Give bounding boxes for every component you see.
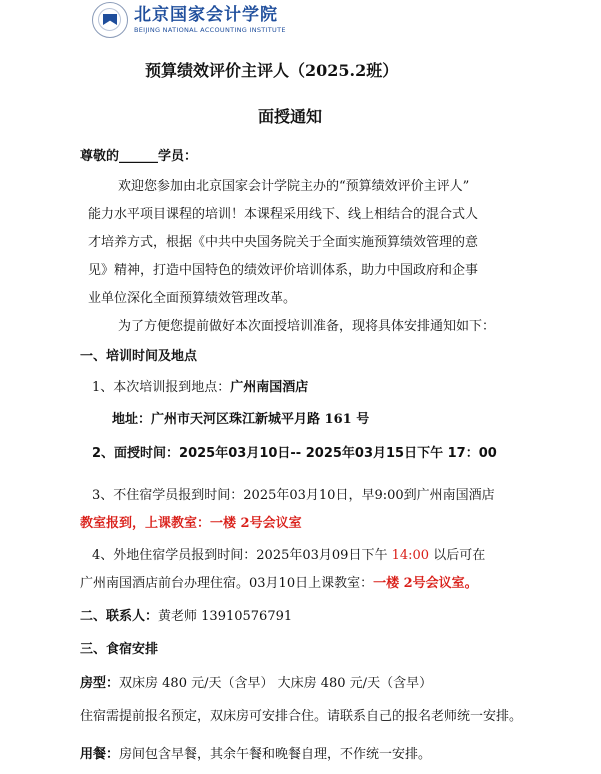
section2-heading: 二、联系人： [80,609,159,624]
section1-item4-line1: 4、外地住宿学员报到时间：2025年03月09日下午 14:00 以后可在 [92,548,486,563]
item1-label: 1、本次培训报到地点： [92,380,231,395]
intro-line-6: 为了方便您提前做好本次面授培训准备，现将具体安排通知如下： [118,319,496,334]
room-value: 双床房 480 元/天（含早） 大床房 480 元/天（含早） [119,676,433,691]
intro-line-2: 能力水平项目课程的培训！本课程采用线下、线上相结合的混合式人 [88,207,479,222]
document-subtitle: 面授通知 [258,107,323,126]
intro-line-3: 才培养方式，根据《中共中央国务院关于全面实施预算绩效管理的意 [88,235,479,250]
section1-item4-line2: 广州南国酒店前台办理住宿。03月10日上课教室：一楼 2号会议室。 [80,576,478,591]
room-note: 住宿需提前报名预定，双床房可安排合住。请联系自己的报名老师统一安排。 [80,709,523,724]
section1-item2: 2、面授时间：2025年03月10日-- 2025年03月15日下午 17：00 [92,446,497,461]
salutation: 尊敬的______学员： [80,149,198,164]
logo-chinese-name: 北京国家会计学院 [134,4,278,25]
section1-item3-classroom: 教室报到，上课教室：一楼 2号会议室 [80,516,302,531]
section1-address: 地址：广州市天河区珠江新城平月路 161 号 [112,412,370,427]
logo-english-name: BEIJING NATIONAL ACCOUNTING INSTITUTE [134,25,286,34]
item1-venue: 广州南国酒店 [230,380,309,395]
section1-item3: 3、不住宿学员报到时间：2025年03月10日，早9:00到广州南国酒店 [92,488,495,503]
document-title: 预算绩效评价主评人（2025.2班） [145,61,399,80]
meal-value: 房间包含早餐，其余午餐和晚餐自理，不作统一安排。 [119,747,432,762]
section1-item1 [92,376,308,395]
institute-logo [92,2,286,38]
meal-arrangement [80,743,431,762]
intro-line-5: 业单位深化全面预算绩效管理改革。 [88,291,297,306]
item4-classroom: 一楼 2号会议室。 [373,576,478,591]
section3-heading: 三、食宿安排 [80,642,159,657]
room-label: 房型： [80,676,120,691]
meal-label: 用餐： [80,747,120,762]
room-types [80,672,432,691]
institute-seal-icon [92,2,128,38]
contact-person: 黄老师 13910576791 [158,609,293,624]
intro-line-1: 欢迎您参加由北京国家会计学院主办的“预算绩效评价主评人” [118,179,470,194]
item4-checkin-time: 14:00 [391,548,430,563]
section2-contact [80,605,292,624]
section1-heading: 一、培训时间及地点 [80,349,198,364]
intro-line-4: 见》精神，打造中国特色的绩效评价培训体系，助力中国政府和企事 [88,263,479,278]
